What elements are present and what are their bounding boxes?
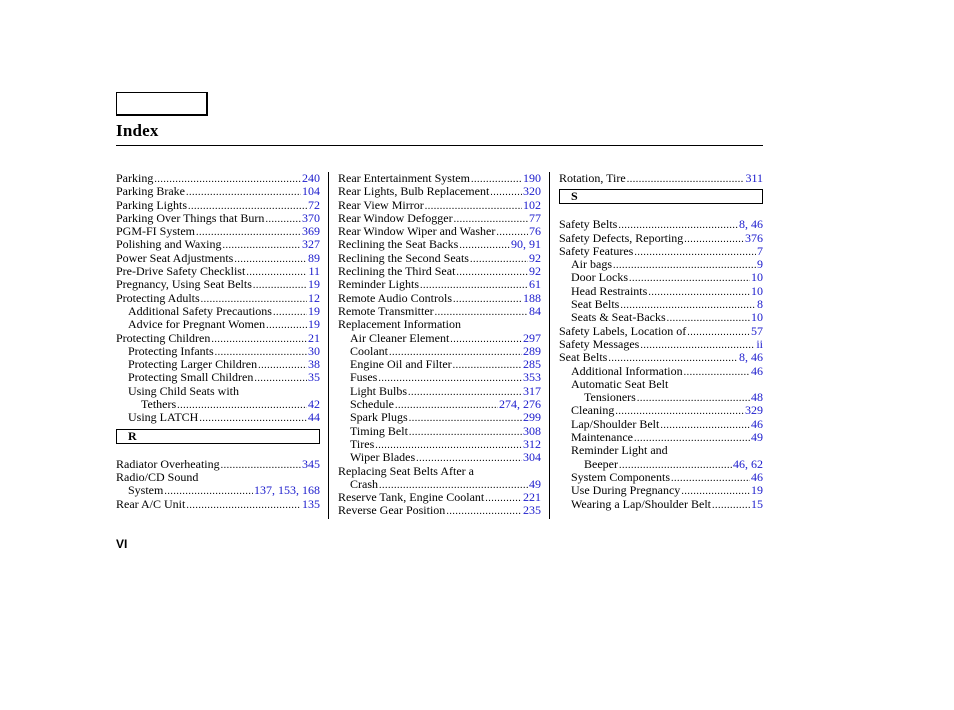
entry-term: Using LATCH: [128, 411, 199, 425]
page-link[interactable]: 235: [523, 504, 541, 518]
dot-leader: [425, 200, 522, 212]
dot-leader: [253, 279, 307, 291]
page-link[interactable]: 90, 91: [511, 238, 541, 252]
page-link[interactable]: 345: [302, 457, 320, 471]
entry-term: Parking Brake: [116, 185, 185, 199]
page-link[interactable]: 76: [529, 225, 541, 239]
index-entry: [116, 385, 320, 398]
dot-leader: [420, 279, 528, 291]
dot-leader: [608, 352, 738, 364]
page-link[interactable]: 49: [529, 477, 541, 491]
index-entry: [338, 238, 541, 251]
page-link[interactable]: 285: [523, 358, 541, 372]
entry-term: Maintenance: [571, 431, 633, 445]
index-entry: [559, 391, 763, 404]
entry-term: Automatic Seat Belt: [571, 377, 669, 391]
page-link[interactable]: 135: [302, 497, 320, 511]
page-link[interactable]: 10: [751, 311, 763, 325]
index-entry: [338, 478, 541, 491]
index-entry: [338, 465, 541, 478]
page-link[interactable]: 320: [523, 185, 541, 199]
dot-leader: [273, 306, 307, 318]
index-entry: [116, 212, 320, 225]
entry-term: Wiper Blades: [350, 451, 416, 465]
dot-leader: [186, 186, 301, 198]
index-entry: [559, 404, 763, 417]
index-entry: [338, 292, 541, 305]
index-entry: [559, 431, 763, 444]
entry-term: Reminder Light and: [571, 444, 668, 458]
page-link[interactable]: ii: [756, 337, 763, 351]
page-link[interactable]: 312: [523, 437, 541, 451]
entry-term: Lap/Shoulder Belt: [571, 417, 660, 431]
entry-term: Radio/CD Sound: [116, 470, 199, 484]
entry-term: Safety Labels, Location of: [559, 324, 687, 338]
dot-leader: [258, 359, 307, 371]
entry-term: Rear Window Wiper and Washer: [338, 225, 496, 239]
dot-leader: [154, 173, 301, 185]
dot-leader: [265, 213, 301, 225]
dot-leader: [629, 272, 750, 284]
page-link[interactable]: 12: [308, 291, 320, 305]
entry-term: Use During Pregnancy: [571, 484, 681, 498]
dot-leader: [389, 346, 522, 358]
page-link[interactable]: 8, 46: [739, 218, 763, 232]
index-entry: [559, 218, 763, 231]
entry-term: Pregnancy, Using Seat Belts: [116, 278, 252, 292]
index-entry: [338, 451, 541, 464]
dot-leader: [485, 492, 522, 504]
entry-term: Protecting Larger Children: [128, 358, 258, 372]
index-entry: [338, 225, 541, 238]
index-entry: [116, 172, 320, 185]
page-link[interactable]: 19: [308, 278, 320, 292]
dot-leader: [648, 286, 750, 298]
page-link[interactable]: 46: [751, 417, 763, 431]
index-entry: [338, 318, 541, 331]
entry-term: Polishing and Waxing: [116, 238, 222, 252]
dot-leader: [266, 319, 307, 331]
page-link[interactable]: 327: [302, 238, 320, 252]
page-link[interactable]: 311: [745, 172, 763, 185]
index-entry: [338, 438, 541, 451]
dot-leader: [613, 259, 756, 271]
index-entry: [338, 491, 541, 504]
entry-term: Parking Over Things that Burn: [116, 211, 265, 225]
index-entry: [338, 398, 541, 411]
page-link[interactable]: 21: [308, 331, 320, 345]
page-link[interactable]: 42: [308, 398, 320, 412]
entry-term: Rear Entertainment System: [338, 172, 470, 185]
dot-leader: [712, 499, 750, 511]
index-entry: [559, 258, 763, 271]
page-link[interactable]: 46: [751, 364, 763, 378]
entry-term: Coolant: [350, 344, 388, 358]
index-entry: [116, 292, 320, 305]
entry-term: Reclining the Second Seats: [338, 251, 469, 265]
entry-term: Safety Defects, Reporting: [559, 231, 684, 245]
index-entry: [116, 318, 320, 331]
entry-term: Head Restraints: [571, 284, 648, 298]
entry-term: Reclining the Third Seat: [338, 265, 456, 279]
dot-leader: [446, 505, 522, 517]
index-entry: [559, 458, 763, 471]
index-entry: [559, 338, 763, 351]
page-link[interactable]: 299: [523, 411, 541, 425]
entry-term: Seat Belts: [571, 298, 620, 312]
dot-leader: [618, 219, 738, 231]
page-link[interactable]: 8: [757, 298, 763, 312]
dot-leader: [201, 293, 307, 305]
page-link[interactable]: 297: [523, 331, 541, 345]
dot-leader: [435, 306, 528, 318]
index-entry: [338, 305, 541, 318]
index-entry: [559, 325, 763, 338]
page-link[interactable]: 353: [523, 371, 541, 385]
index-entry: [338, 358, 541, 371]
dot-leader: [684, 233, 744, 245]
dot-leader: [640, 339, 755, 351]
index-entry: [338, 185, 541, 198]
entry-term: Pre-Drive Safety Checklist: [116, 265, 246, 279]
entry-term: Protecting Infants: [128, 344, 214, 358]
page-link[interactable]: 11: [308, 265, 320, 279]
dot-leader: [627, 173, 745, 185]
dot-leader: [687, 326, 750, 338]
chapter-tab-box: [116, 92, 208, 116]
dot-leader: [453, 293, 522, 305]
page-link[interactable]: 92: [529, 265, 541, 279]
index-entry: [116, 332, 320, 345]
entry-term: Protecting Small Children: [128, 371, 254, 385]
dot-leader: [375, 439, 522, 451]
page-link[interactable]: 44: [308, 411, 320, 425]
page-link[interactable]: 104: [302, 185, 320, 199]
index-entry: [559, 172, 763, 185]
index-column-2: [338, 172, 541, 518]
index-entry: [116, 265, 320, 278]
column-divider: [328, 172, 329, 519]
dot-leader: [470, 253, 528, 265]
dot-leader: [471, 173, 522, 185]
page-link[interactable]: 370: [302, 211, 320, 225]
index-entry: [338, 252, 541, 265]
entry-term: Parking: [116, 172, 154, 185]
page-link[interactable]: 369: [302, 225, 320, 239]
index-entry: [338, 265, 541, 278]
entry-term: Air Cleaner Element: [350, 331, 450, 345]
entry-term: Advice for Pregnant Women: [128, 318, 266, 332]
index-entry: [116, 484, 320, 497]
section-letter-s: S: [559, 189, 763, 204]
dot-leader: [196, 226, 301, 238]
entry-term: Safety Features: [559, 244, 634, 258]
index-entry: [559, 418, 763, 431]
dot-leader: [615, 405, 744, 417]
entry-term: Air bags: [571, 258, 612, 272]
dot-leader: [222, 239, 301, 251]
page-link[interactable]: 15: [751, 497, 763, 511]
index-column-1: [116, 172, 320, 511]
dot-leader: [681, 485, 750, 497]
dot-leader: [456, 266, 528, 278]
index-entry: [559, 471, 763, 484]
dot-leader: [416, 452, 522, 464]
entry-term: Safety Messages: [559, 337, 640, 351]
dot-leader: [409, 412, 522, 424]
entry-term: Remote Transmitter: [338, 304, 434, 318]
entry-term: Protecting Adults: [116, 291, 200, 305]
dot-leader: [186, 499, 301, 511]
entry-term: Reserve Tank, Engine Coolant: [338, 491, 485, 505]
entry-term: Rear View Mirror: [338, 198, 424, 212]
index-entry: [116, 199, 320, 212]
title-rule: [116, 145, 763, 146]
index-entry: [116, 411, 320, 424]
entry-term: Rotation, Tire: [559, 172, 626, 185]
index-entry: [116, 398, 320, 411]
dot-leader: [246, 266, 307, 278]
entry-term: Schedule: [350, 398, 394, 412]
index-entry: [338, 425, 541, 438]
entry-term: Seats & Seat-Backs: [571, 311, 666, 325]
entry-term: Reverse Gear Position: [338, 504, 446, 518]
column-divider: [549, 172, 550, 519]
page-link[interactable]: 89: [308, 251, 320, 265]
index-entry: [338, 199, 541, 212]
dot-leader: [177, 399, 307, 411]
index-entry: [338, 172, 541, 185]
page-link[interactable]: 308: [523, 424, 541, 438]
page-link[interactable]: 46: [751, 470, 763, 484]
entry-term: Wearing a Lap/Shoulder Belt: [571, 497, 711, 511]
entry-term: Tensioners: [584, 391, 636, 405]
page-link[interactable]: 35: [308, 371, 320, 385]
index-entry: [338, 504, 541, 517]
entry-term: Additional Safety Precautions: [128, 304, 272, 318]
dot-leader: [459, 239, 510, 251]
index-entry: [116, 185, 320, 198]
entry-term: System Components: [571, 470, 671, 484]
index-entry: [116, 238, 320, 251]
dot-leader: [634, 246, 756, 258]
dot-leader: [667, 312, 750, 324]
page-link[interactable]: 304: [523, 451, 541, 465]
section-letter-r: R: [116, 429, 320, 444]
dot-leader: [188, 200, 307, 212]
dot-leader: [454, 213, 528, 225]
page-link[interactable]: 19: [308, 318, 320, 332]
entry-term: Door Locks: [571, 271, 628, 285]
entry-term: Crash: [350, 477, 378, 491]
index-entry: [116, 371, 320, 384]
entry-term: Replacement Information: [338, 318, 461, 332]
dot-leader: [221, 459, 301, 471]
page-link[interactable]: 329: [745, 404, 763, 418]
entry-term: Tires: [350, 437, 375, 451]
page-link[interactable]: 289: [523, 344, 541, 358]
index-column-3: [559, 172, 763, 511]
entry-term: Fuses: [350, 371, 378, 385]
index-entry: [116, 305, 320, 318]
page-link[interactable]: 30: [308, 344, 320, 358]
entry-term: Additional Information: [571, 364, 683, 378]
dot-leader: [637, 392, 750, 404]
index-entry: [338, 371, 541, 384]
index-entry: [559, 378, 763, 391]
page-link[interactable]: 92: [529, 251, 541, 265]
dot-leader: [395, 399, 498, 411]
index-entry: [116, 278, 320, 291]
entry-term: Engine Oil and Filter: [350, 358, 452, 372]
entry-term: Reclining the Seat Backs: [338, 238, 459, 252]
entry-term: Replacing Seat Belts After a: [338, 464, 474, 478]
dot-leader: [409, 426, 522, 438]
index-entry: [116, 345, 320, 358]
index-entry: [338, 212, 541, 225]
index-entry: [559, 484, 763, 497]
entry-term: Safety Belts: [559, 218, 618, 232]
entry-term: Power Seat Adjustments: [116, 251, 234, 265]
index-entry: [559, 444, 763, 457]
dot-leader: [671, 472, 750, 484]
entry-term: Using Child Seats with: [128, 384, 240, 398]
entry-term: Beeper: [584, 457, 618, 471]
page-link[interactable]: 274, 276: [499, 398, 541, 412]
index-entry: [338, 345, 541, 358]
entry-term: Radiator Overheating: [116, 457, 220, 471]
entry-term: Remote Audio Controls: [338, 291, 452, 305]
entry-term: Tethers: [141, 398, 177, 412]
page-link[interactable]: 9: [757, 258, 763, 272]
entry-term: Protecting Children: [116, 331, 211, 345]
index-entry: [559, 285, 763, 298]
dot-leader: [619, 459, 732, 471]
entry-term: Cleaning: [571, 404, 615, 418]
entry-term: Spark Plugs: [350, 411, 408, 425]
dot-leader: [408, 386, 522, 398]
dot-leader: [199, 412, 307, 424]
index-entry: [338, 411, 541, 424]
page-title: Index: [116, 121, 159, 140]
page-link[interactable]: 10: [751, 271, 763, 285]
page-link[interactable]: 57: [751, 324, 763, 338]
entry-term: Rear Lights, Bulb Replacement: [338, 185, 490, 199]
page-link[interactable]: 190: [523, 172, 541, 185]
index-entry: [116, 471, 320, 484]
index-entry: [116, 358, 320, 371]
page-link[interactable]: 376: [745, 231, 763, 245]
index-entry: [559, 245, 763, 258]
entry-term: Rear Window Defogger: [338, 211, 453, 225]
page-link[interactable]: 102: [523, 198, 541, 212]
entry-term: Light Bulbs: [350, 384, 408, 398]
page-link[interactable]: 7: [757, 244, 763, 258]
dot-leader: [215, 346, 307, 358]
page-link[interactable]: 72: [308, 198, 320, 212]
entry-term: Reminder Lights: [338, 278, 419, 292]
dot-leader: [490, 186, 522, 198]
index-entry: [559, 351, 763, 364]
dot-leader: [164, 485, 253, 497]
index-entry: [559, 232, 763, 245]
page-link[interactable]: 84: [529, 304, 541, 318]
dot-leader: [450, 333, 522, 345]
dot-leader: [634, 432, 750, 444]
page-link[interactable]: 19: [308, 304, 320, 318]
page-link[interactable]: 46, 62: [733, 457, 763, 471]
index-entry: [559, 498, 763, 511]
entry-term: Seat Belts: [559, 351, 608, 365]
index-entry: [338, 385, 541, 398]
index-entry: [116, 225, 320, 238]
dot-leader: [660, 419, 750, 431]
dot-leader: [234, 253, 307, 265]
entry-term: Timing Belt: [350, 424, 408, 438]
index-entry: [116, 252, 320, 265]
index-entry: [559, 271, 763, 284]
page-link[interactable]: 8, 46: [739, 351, 763, 365]
page-link[interactable]: 137, 153, 168: [254, 484, 320, 498]
dot-leader: [379, 479, 528, 491]
index-entry: [338, 278, 541, 291]
entry-term: System: [128, 484, 164, 498]
entry-term: Parking Lights: [116, 198, 187, 212]
page-number: VI: [116, 537, 128, 551]
dot-leader: [254, 372, 307, 384]
index-entry: [559, 298, 763, 311]
page-link[interactable]: 61: [529, 278, 541, 292]
index-entry: [338, 332, 541, 345]
page-link[interactable]: 38: [308, 358, 320, 372]
index-entry: [116, 498, 320, 511]
page-link[interactable]: 48: [751, 391, 763, 405]
index-entry: [559, 365, 763, 378]
dot-leader: [211, 333, 307, 345]
dot-leader: [453, 359, 522, 371]
page-link[interactable]: 317: [523, 384, 541, 398]
dot-leader: [496, 226, 528, 238]
page-link[interactable]: 188: [523, 291, 541, 305]
dot-leader: [378, 372, 522, 384]
dot-leader: [684, 366, 750, 378]
page-link[interactable]: 49: [751, 431, 763, 445]
dot-leader: [620, 299, 756, 311]
entry-term: Rear A/C Unit: [116, 497, 186, 511]
entry-term: PGM-FI System: [116, 225, 196, 239]
index-entry: [559, 311, 763, 324]
page-link[interactable]: 77: [529, 211, 541, 225]
index-entry: [116, 458, 320, 471]
page-link[interactable]: 10: [751, 284, 763, 298]
page-link[interactable]: 240: [302, 172, 320, 185]
page-link[interactable]: 221: [523, 491, 541, 505]
page-link[interactable]: 19: [751, 484, 763, 498]
